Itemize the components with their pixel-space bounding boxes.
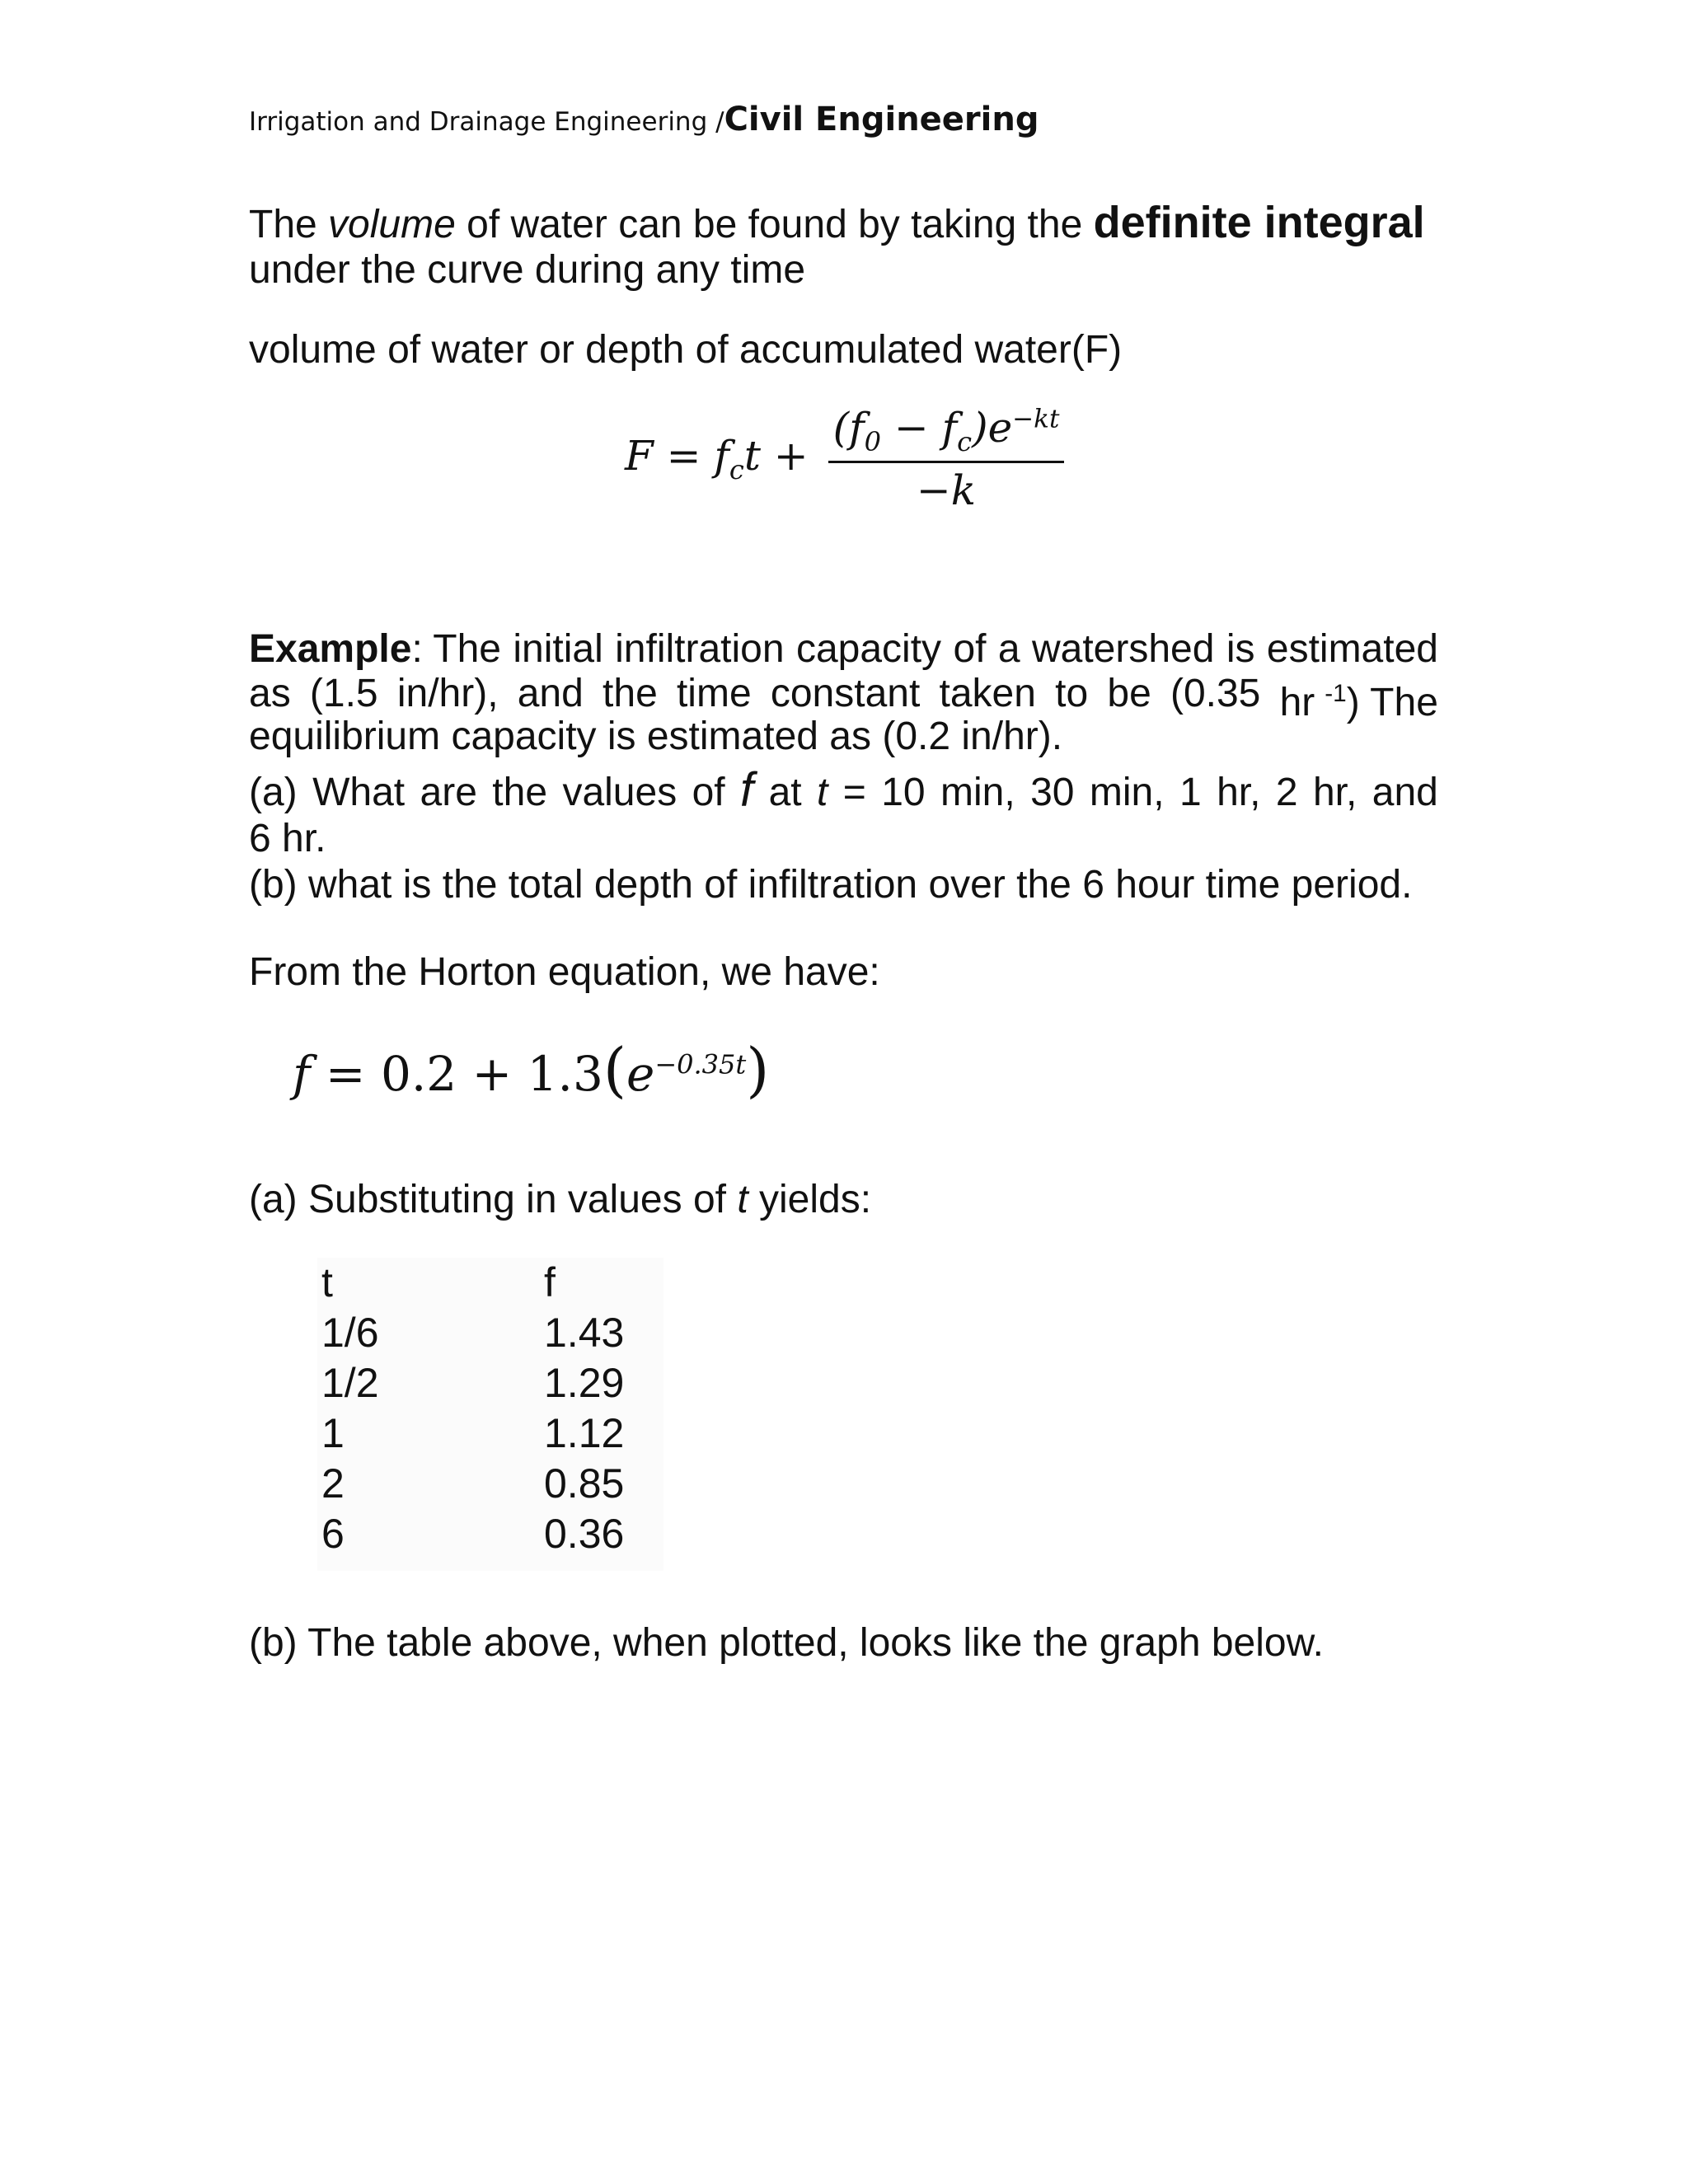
exponent: −kt xyxy=(1012,404,1060,434)
word: to xyxy=(1055,672,1089,715)
table-cell: 1.12 xyxy=(544,1410,625,1456)
intro-text: The xyxy=(249,203,329,246)
department-title: Civil Engineering xyxy=(724,101,1039,138)
word: (0.35 xyxy=(1170,672,1261,715)
example-line-4 xyxy=(249,763,1438,817)
word: 10 xyxy=(881,771,926,814)
word: values xyxy=(562,771,678,814)
e-symbol: e xyxy=(626,1046,655,1102)
f-symbol: f xyxy=(293,1046,311,1102)
word: (a) xyxy=(249,771,298,814)
word: 2 xyxy=(1275,771,1298,814)
formula-lhs: F = f xyxy=(625,432,729,480)
word: estimated xyxy=(1266,627,1438,671)
formula-t: t + xyxy=(743,432,809,480)
word: and xyxy=(1372,771,1438,814)
formula-fraction xyxy=(828,404,1065,514)
num-a: (f xyxy=(832,404,865,452)
word: (1.5 xyxy=(309,672,378,715)
table-cell: 2 xyxy=(321,1460,345,1507)
subscript-c: c xyxy=(957,426,973,457)
word: is xyxy=(1226,627,1255,671)
word: t xyxy=(817,771,828,814)
fraction-numerator xyxy=(828,404,1065,463)
subscript-c: c xyxy=(729,454,744,485)
word: watershed xyxy=(1031,627,1215,671)
table-cell: 1/2 xyxy=(321,1360,379,1406)
f-column xyxy=(544,1258,624,1559)
word: 1 xyxy=(1179,771,1202,814)
example-line-5: 6 hr. xyxy=(249,817,326,860)
word: of xyxy=(692,771,725,814)
horton-intro: From the Horton equation, we have: xyxy=(249,950,880,994)
word: the xyxy=(603,672,658,715)
table-cell: 1 xyxy=(321,1410,345,1456)
intro-line-1 xyxy=(249,199,1425,248)
f-header: f xyxy=(544,1259,556,1305)
word: at xyxy=(768,771,802,814)
table-cell: 1/6 xyxy=(321,1310,379,1356)
word: : The xyxy=(411,627,501,671)
word: as xyxy=(249,672,291,715)
exponent: -1 xyxy=(1325,680,1347,707)
horton-constants: = 0.2 + 1.3 xyxy=(310,1046,603,1102)
intro-line-3: volume of water or depth of accumulated water(F) xyxy=(249,328,1123,372)
word: min, xyxy=(940,771,1015,814)
t-symbol: t xyxy=(737,1178,748,1221)
t-column xyxy=(321,1258,379,1559)
example-line-3: equilibrium capacity is estimated as (0.2 in/hr). xyxy=(249,715,1063,758)
subst-text: (a) Substituting in values of xyxy=(249,1178,738,1221)
example-line-1 xyxy=(249,626,1438,673)
word: the xyxy=(492,771,548,814)
word: min, xyxy=(1089,771,1165,814)
table-cell: 0.85 xyxy=(544,1460,625,1507)
table-cell: 0.36 xyxy=(544,1511,625,1557)
f-symbol: f xyxy=(740,763,754,817)
word: What xyxy=(312,771,406,814)
num-c: )e xyxy=(972,404,1013,452)
subst-text: yields: xyxy=(748,1178,872,1221)
word: of xyxy=(953,627,987,671)
word: hr, xyxy=(1312,771,1357,814)
word: are xyxy=(420,771,477,814)
word: time xyxy=(676,672,752,715)
substitution-line xyxy=(249,1177,871,1223)
integral-formula xyxy=(625,404,1064,514)
example-label: Example xyxy=(249,627,412,671)
word: 30 xyxy=(1030,771,1075,814)
word: initial xyxy=(513,627,603,671)
values-table xyxy=(317,1258,663,1571)
word: a xyxy=(997,627,1020,671)
open-paren: ( xyxy=(603,1035,626,1104)
horton-exponent: −0.35t xyxy=(654,1048,747,1080)
table-cell: 1.29 xyxy=(544,1360,625,1406)
subscript-0: 0 xyxy=(864,426,881,457)
word: capacity xyxy=(795,627,942,671)
close-paren: ) xyxy=(746,1035,770,1104)
word: ) The xyxy=(1346,681,1438,724)
definite-integral-emphasis: definite integral xyxy=(1093,198,1425,247)
word: in/hr), xyxy=(396,672,499,715)
word: constant xyxy=(770,672,921,715)
t-header: t xyxy=(321,1259,333,1305)
word: taken xyxy=(939,672,1036,715)
course-title: Irrigation and Drainage Engineering / xyxy=(249,107,724,137)
word: be xyxy=(1107,672,1151,715)
volume-emphasis: volume xyxy=(328,203,456,246)
horton-formula xyxy=(293,1035,769,1104)
num-b: − f xyxy=(880,404,958,452)
table-cell: 1.43 xyxy=(544,1310,625,1356)
intro-text: of water can be found by taking the xyxy=(455,203,1094,246)
closing-line: (b) The table above, when plotted, looks like the graph below. xyxy=(249,1621,1324,1665)
intro-line-2: under the curve during any time xyxy=(249,248,806,292)
word: = xyxy=(842,771,866,814)
word: hr, xyxy=(1217,771,1261,814)
page-header xyxy=(249,101,1039,138)
word: infiltration xyxy=(615,627,785,671)
word: hr $^{-1}$) The xyxy=(1279,680,1438,724)
word: and xyxy=(517,672,584,715)
example-label-group xyxy=(249,626,501,673)
fraction-denominator: −k xyxy=(916,466,977,514)
table-cell: 6 xyxy=(321,1511,345,1557)
example-line-6: (b) what is the total depth of infiltration over the 6 hour time period. xyxy=(249,863,1413,907)
